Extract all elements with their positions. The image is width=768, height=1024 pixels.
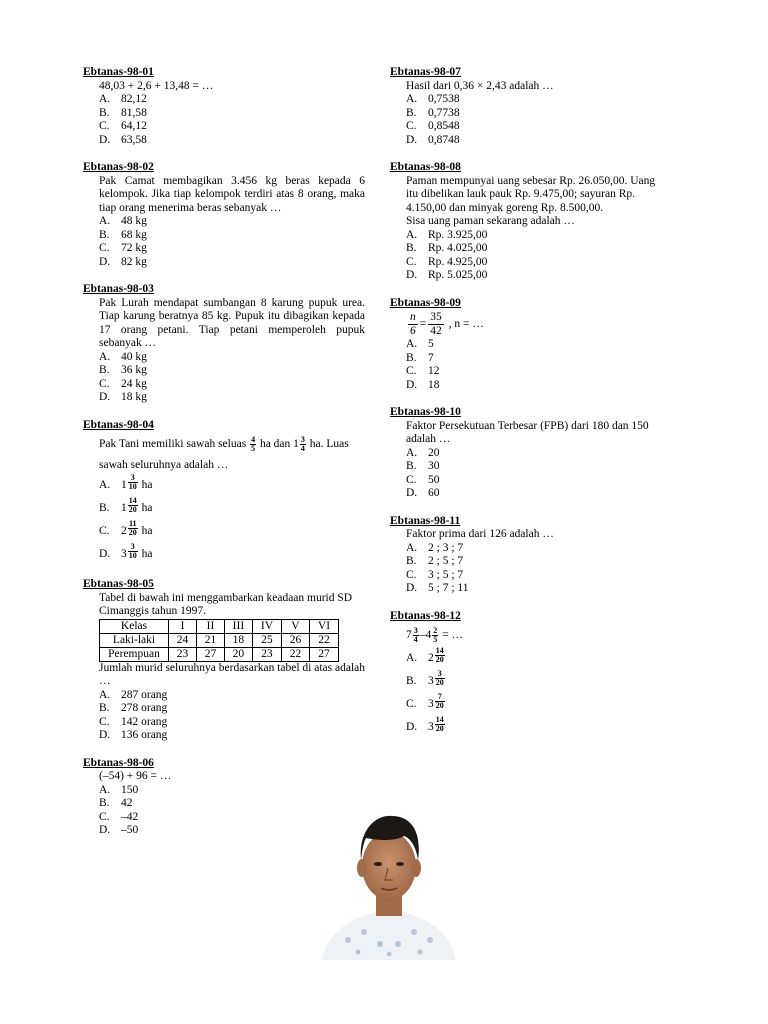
option-d: D. 60 <box>406 487 440 499</box>
option-c: C. 3 $\frac{7}{20}$ <box>406 692 444 710</box>
option-d: D. 5 ; 7 ; 11 <box>406 582 469 594</box>
fraction: $\frac{3}{4}$ <box>413 625 418 644</box>
option-a: A. Rp. 3.925,00 <box>406 228 488 241</box>
answer-options <box>406 93 670 147</box>
answer-options <box>406 229 670 283</box>
question-stem: Faktor Persekutuan Terbesar (FPB) dari 180 dan 150 adalah … <box>406 419 649 445</box>
option-b: B. 36 kg <box>99 364 147 376</box>
option-d: D. 18 <box>406 378 440 391</box>
question-04 <box>83 419 365 567</box>
option-c: C. 24 kg <box>99 377 147 390</box>
question-heading: Ebtanas-98-04 <box>83 418 154 431</box>
option-c: C. 72 kg <box>99 242 147 254</box>
question-heading: Ebtanas-98-03 <box>83 283 154 295</box>
fraction: $\frac{4}{5}$ <box>251 434 256 453</box>
option-a: A. 287 orang <box>99 688 168 701</box>
question-heading: Ebtanas-98-09 <box>390 296 461 309</box>
option-a: A. 48 kg <box>99 215 147 227</box>
student-table <box>99 619 339 662</box>
question-stem-cont: sawah seluruhnya adalah … <box>99 459 229 471</box>
option-c: C. 3 ; 5 ; 7 <box>406 568 464 581</box>
option-d: D. Rp. 5.025,00 <box>406 269 488 281</box>
option-c: C. 64,12 <box>99 120 147 132</box>
option-d: D. 18 kg <box>99 391 147 403</box>
answer-options <box>406 647 670 739</box>
question-heading: Ebtanas-98-07 <box>390 66 461 78</box>
option-d: D. 3 $\frac{3}{10}$ ha <box>99 542 153 560</box>
option-a: A. 2 ; 3 ; 7 <box>406 541 464 554</box>
option-c: C. 12 <box>406 365 440 377</box>
portrait-photo <box>318 808 460 960</box>
question-05 <box>83 578 365 743</box>
question-11 <box>390 515 670 596</box>
option-d: D. –50 <box>99 824 139 836</box>
option-b: B. 81,58 <box>99 106 147 119</box>
option-b: B. 30 <box>406 460 440 472</box>
option-a: A. 1 $\frac{3}{10}$ ha <box>99 473 153 491</box>
option-c: C. 142 orang <box>99 715 168 728</box>
fraction: $\frac{3}{4}$ <box>300 434 305 453</box>
option-b: B. 42 <box>99 797 133 809</box>
option-b: B. Rp. 4.025,00 <box>406 242 488 254</box>
question-stem: Pak Lurah mendapat sumbangan 8 karung pupuk urea. Tiap karung beratnya 85 kg. Pupuk itu dibagikan kepada 17 orang petani. Tiap petani memperoleh pupuk sebanyak … <box>99 296 365 349</box>
answer-options <box>406 542 670 596</box>
option-c: C. –42 <box>99 810 139 823</box>
question-heading: Ebtanas-98-11 <box>390 514 461 527</box>
left-column <box>83 66 365 838</box>
question-stem: Hasil dari 0,36 × 2,43 adalah … <box>406 79 554 92</box>
question-09 <box>390 297 670 393</box>
fraction: $\frac{35}{42}$ <box>430 310 442 337</box>
option-a: A. 40 kg <box>99 350 147 363</box>
option-c: C. 2 $\frac{11}{20}$ ha <box>99 519 153 537</box>
option-d: D. 82 kg <box>99 255 147 268</box>
table-row: Perempuan 23 27 20 23 22 27 <box>100 647 339 661</box>
option-b: B. 68 kg <box>99 228 147 241</box>
question-10 <box>390 406 670 501</box>
answer-options <box>99 689 365 743</box>
table-header-row: Kelas I II III IV V VI <box>100 619 339 633</box>
option-d: D. 0,8748 <box>406 133 460 146</box>
fraction: $\frac{n}{6}$ <box>410 310 416 337</box>
option-b: B. 1 $\frac{14}{20}$ ha <box>99 496 153 514</box>
option-a: A. 20 <box>406 446 440 459</box>
question-08 <box>390 161 670 283</box>
option-c: C. 0,8548 <box>406 120 460 132</box>
question-01 <box>83 66 365 147</box>
question-07 <box>390 66 670 147</box>
question-heading: Ebtanas-98-10 <box>390 406 461 418</box>
question-stem-cont: Jumlah murid seluruhnya berdasarkan tabel di atas adalah … <box>99 661 366 687</box>
question-heading: Ebtanas-98-02 <box>83 161 154 173</box>
question-stem-cont: Sisa uang paman sekarang adalah … <box>406 215 575 227</box>
table-row: Laki-laki 24 21 18 25 26 22 <box>100 633 339 647</box>
answer-options <box>99 215 365 269</box>
answer-options <box>99 93 365 147</box>
option-a: A. 150 <box>99 783 139 796</box>
option-b: B. 7 <box>406 351 434 364</box>
question-02 <box>83 161 365 269</box>
option-b: B. 0,7738 <box>406 106 460 119</box>
option-a: A. 2 $\frac{14}{20}$ <box>406 646 444 664</box>
option-d: D. 63,58 <box>99 133 147 146</box>
question-stem: Pak Camat membagikan 3.456 kg beras kepada 6 kelompok. Jika tiap kelompok terdiri atas 8 orang, maka tiap orang menerima beras sebanyak … <box>99 174 365 214</box>
answer-options <box>406 447 670 501</box>
option-b: B. 3 $\frac{3}{20}$ <box>406 669 444 687</box>
fraction: $\frac{2}{5}$ <box>433 625 438 644</box>
question-heading: Ebtanas-98-01 <box>83 66 154 78</box>
option-b: B. 278 orang <box>99 702 168 714</box>
option-a: A. 82,12 <box>99 93 147 105</box>
question-03 <box>83 283 365 405</box>
option-a: A. 5 <box>406 338 434 350</box>
question-stem: (–54) + 96 = … <box>99 770 172 782</box>
question-stem: Faktor prima dari 126 adalah … <box>406 528 554 540</box>
question-heading: Ebtanas-98-06 <box>83 756 154 769</box>
question-heading: Ebtanas-98-08 <box>390 161 461 173</box>
question-heading: Ebtanas-98-12 <box>390 609 461 622</box>
option-c: C. 50 <box>406 473 440 486</box>
option-a: A. 0,7538 <box>406 93 460 105</box>
option-d: D. 136 orang <box>99 729 168 741</box>
question-stem: Tabel di bawah ini menggambarkan keadaan murid SD Cimanggis tahun 1997. <box>99 591 353 617</box>
question-12 <box>390 610 670 740</box>
option-c: C. Rp. 4.925,00 <box>406 255 488 268</box>
question-stem: Pak Tani memiliki sawah seluas $\frac{4}{5}$ ha dan 1 $\frac{3}{4}$ ha. Luas <box>99 434 349 453</box>
question-stem: Paman mempunyai uang sebesar Rp. 26.050,00. Uang itu dibelikan lauk pauk Rp. 9.475,00; sayuran Rp. 4.150,00 dan minyak goreng Rp. 8.500,00. <box>406 174 656 214</box>
question-heading: Ebtanas-98-05 <box>83 578 154 590</box>
answer-options <box>99 474 365 566</box>
answer-options <box>99 351 365 405</box>
answer-options <box>406 338 670 392</box>
option-b: B. 2 ; 5 ; 7 <box>406 555 464 567</box>
option-d: D. 3 $\frac{14}{20}$ <box>406 715 444 733</box>
question-stem: 7 $\frac{3}{4}$ –4 $\frac{2}{5}$ = … <box>406 625 463 644</box>
question-stem: $\frac{n}{6}$ = $\frac{35}{42}$ , n = … <box>410 310 484 337</box>
question-stem: 48,03 + 2,6 + 13,48 = … <box>99 79 214 92</box>
right-column <box>390 66 670 739</box>
